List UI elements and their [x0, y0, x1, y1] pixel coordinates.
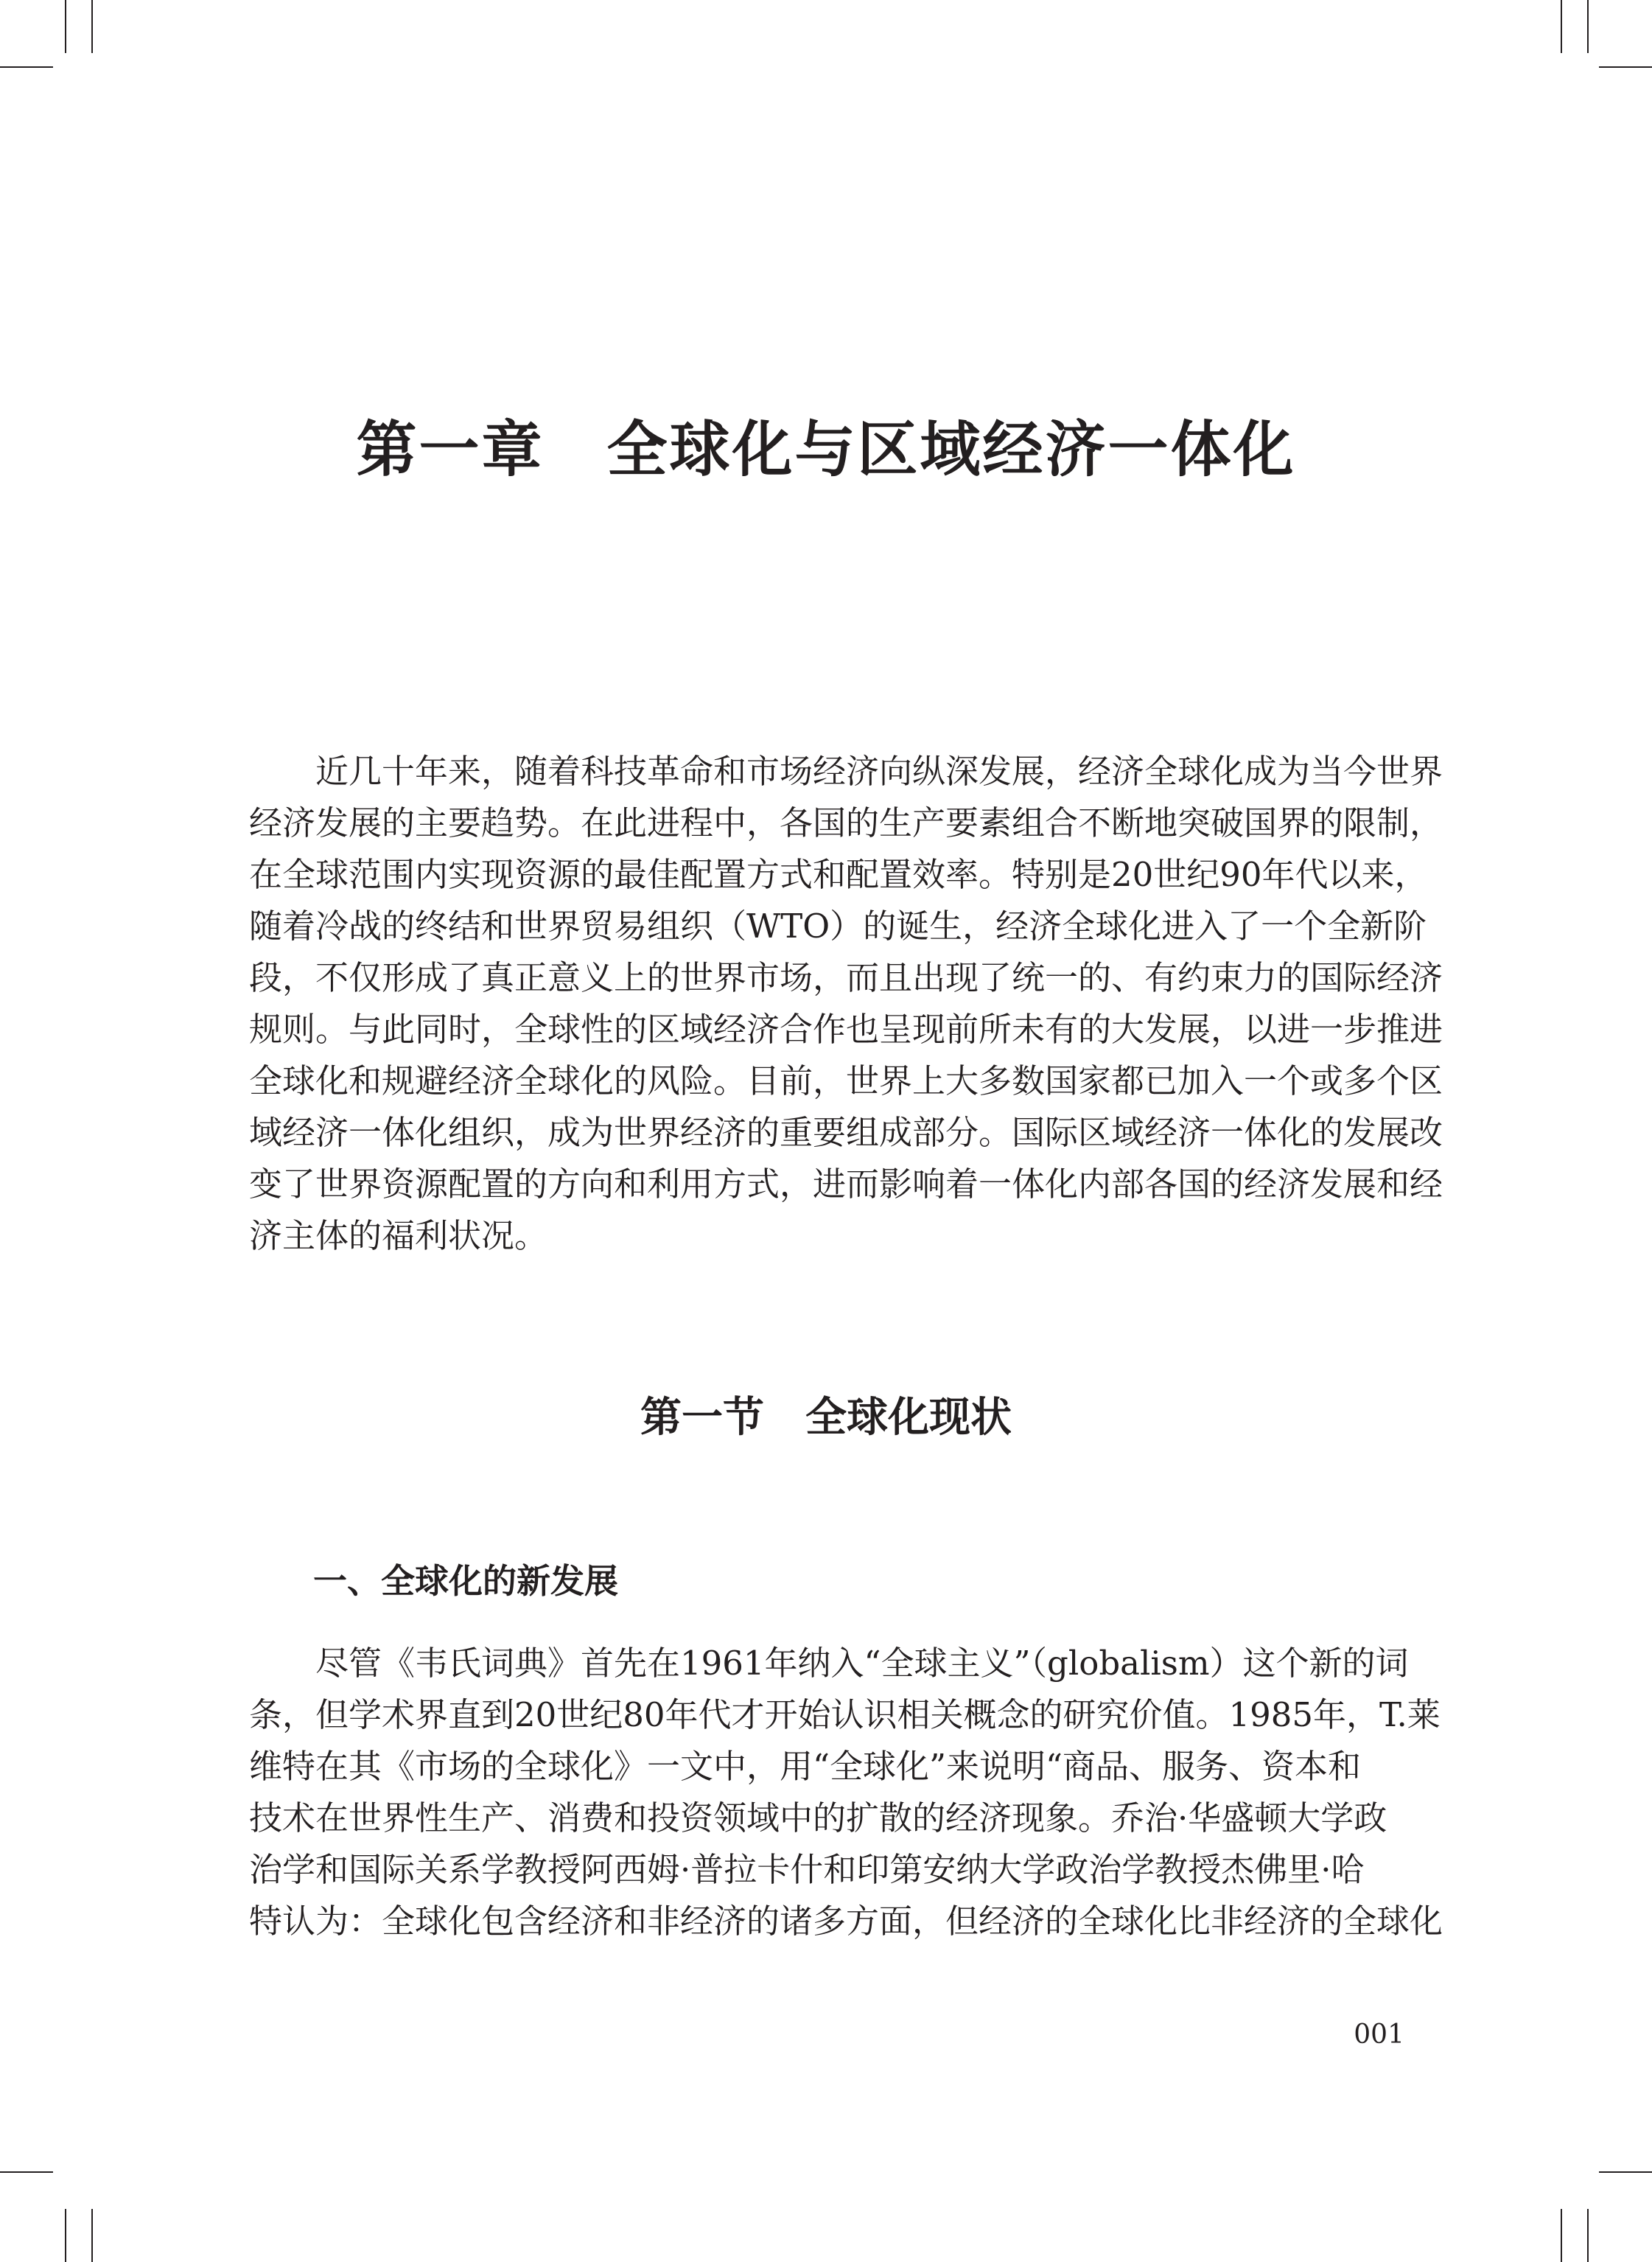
text-line: 济主体的福利状况。 — [249, 1216, 548, 1255]
crop-mark — [65, 2209, 66, 2262]
crop-mark — [91, 2209, 93, 2262]
text-line: 变了世界资源配置的方向和利用方式，进而影响着一体化内部各国的经济发展和经 — [249, 1165, 1443, 1204]
text-line: 经济发展的主要趋势。在此进程中，各国的生产要素组合不断地突破国界的限制， — [249, 803, 1443, 842]
text-line: 段，不仅形成了真正意义上的世界市场，而且出现了统一的、有约束力的国际经济 — [249, 958, 1443, 997]
crop-mark — [0, 66, 53, 68]
crop-mark — [1561, 0, 1562, 53]
text-line: 规则。与此同时，全球性的区域经济合作也呈现前所未有的大发展，以进一步推进 — [249, 1010, 1443, 1049]
text-line: 全球化和规避经济全球化的风险。目前，世界上大多数国家都已加入一个或多个区 — [249, 1061, 1443, 1100]
crop-mark — [0, 2171, 53, 2173]
text-line: 技术在世界性生产、消费和投资领域中的扩散的经济现象。乔治·华盛顿大学政 — [249, 1798, 1387, 1837]
crop-mark — [65, 0, 66, 53]
section-title: 第一节 全球化现状 — [640, 1394, 1012, 1442]
crop-mark — [1599, 66, 1652, 68]
crop-mark — [1587, 0, 1589, 53]
chapter-title: 第一章 全球化与区域经济一体化 — [356, 414, 1296, 485]
text-line: 域经济一体化组织，成为世界经济的重要组成部分。国际区域经济一体化的发展改 — [249, 1113, 1443, 1152]
intro-paragraph — [249, 746, 1443, 1262]
text-line: 维特在其《市场的全球化》一文中，用“全球化”来说明“商品、服务、资本和 — [249, 1747, 1362, 1786]
text-line: 治学和国际关系学教授阿西姆·普拉卡什和印第安纳大学政治学教授杰佛里·哈 — [249, 1850, 1365, 1889]
text-line: 尽管《韦氏词典》首先在1961年纳入“全球主义”（globalism）这个新的词 — [315, 1644, 1409, 1683]
subsection-title: 一、全球化的新发展 — [313, 1561, 618, 1601]
crop-mark — [1561, 2209, 1562, 2262]
crop-mark — [1587, 2209, 1589, 2262]
text-line: 随着冷战的终结和世界贸易组织（WTO）的诞生，经济全球化进入了一个全新阶 — [249, 907, 1427, 946]
crop-mark — [91, 0, 93, 53]
crop-mark — [1599, 2171, 1652, 2173]
text-line: 特认为：全球化包含经济和非经济的诸多方面，但经济的全球化比非经济的全球化 — [249, 1902, 1443, 1941]
page-number: 001 — [1354, 2020, 1404, 2050]
text-line: 在全球范围内实现资源的最佳配置方式和配置效率。特别是20世纪90年代以来， — [249, 855, 1428, 894]
text-line: 条，但学术界直到20世纪80年代才开始认识相关概念的研究价值。1985年，T.莱 — [249, 1695, 1441, 1734]
text-line: 近几十年来，随着科技革命和市场经济向纵深发展，经济全球化成为当今世界 — [315, 752, 1443, 791]
body-paragraph — [249, 1638, 1443, 1947]
